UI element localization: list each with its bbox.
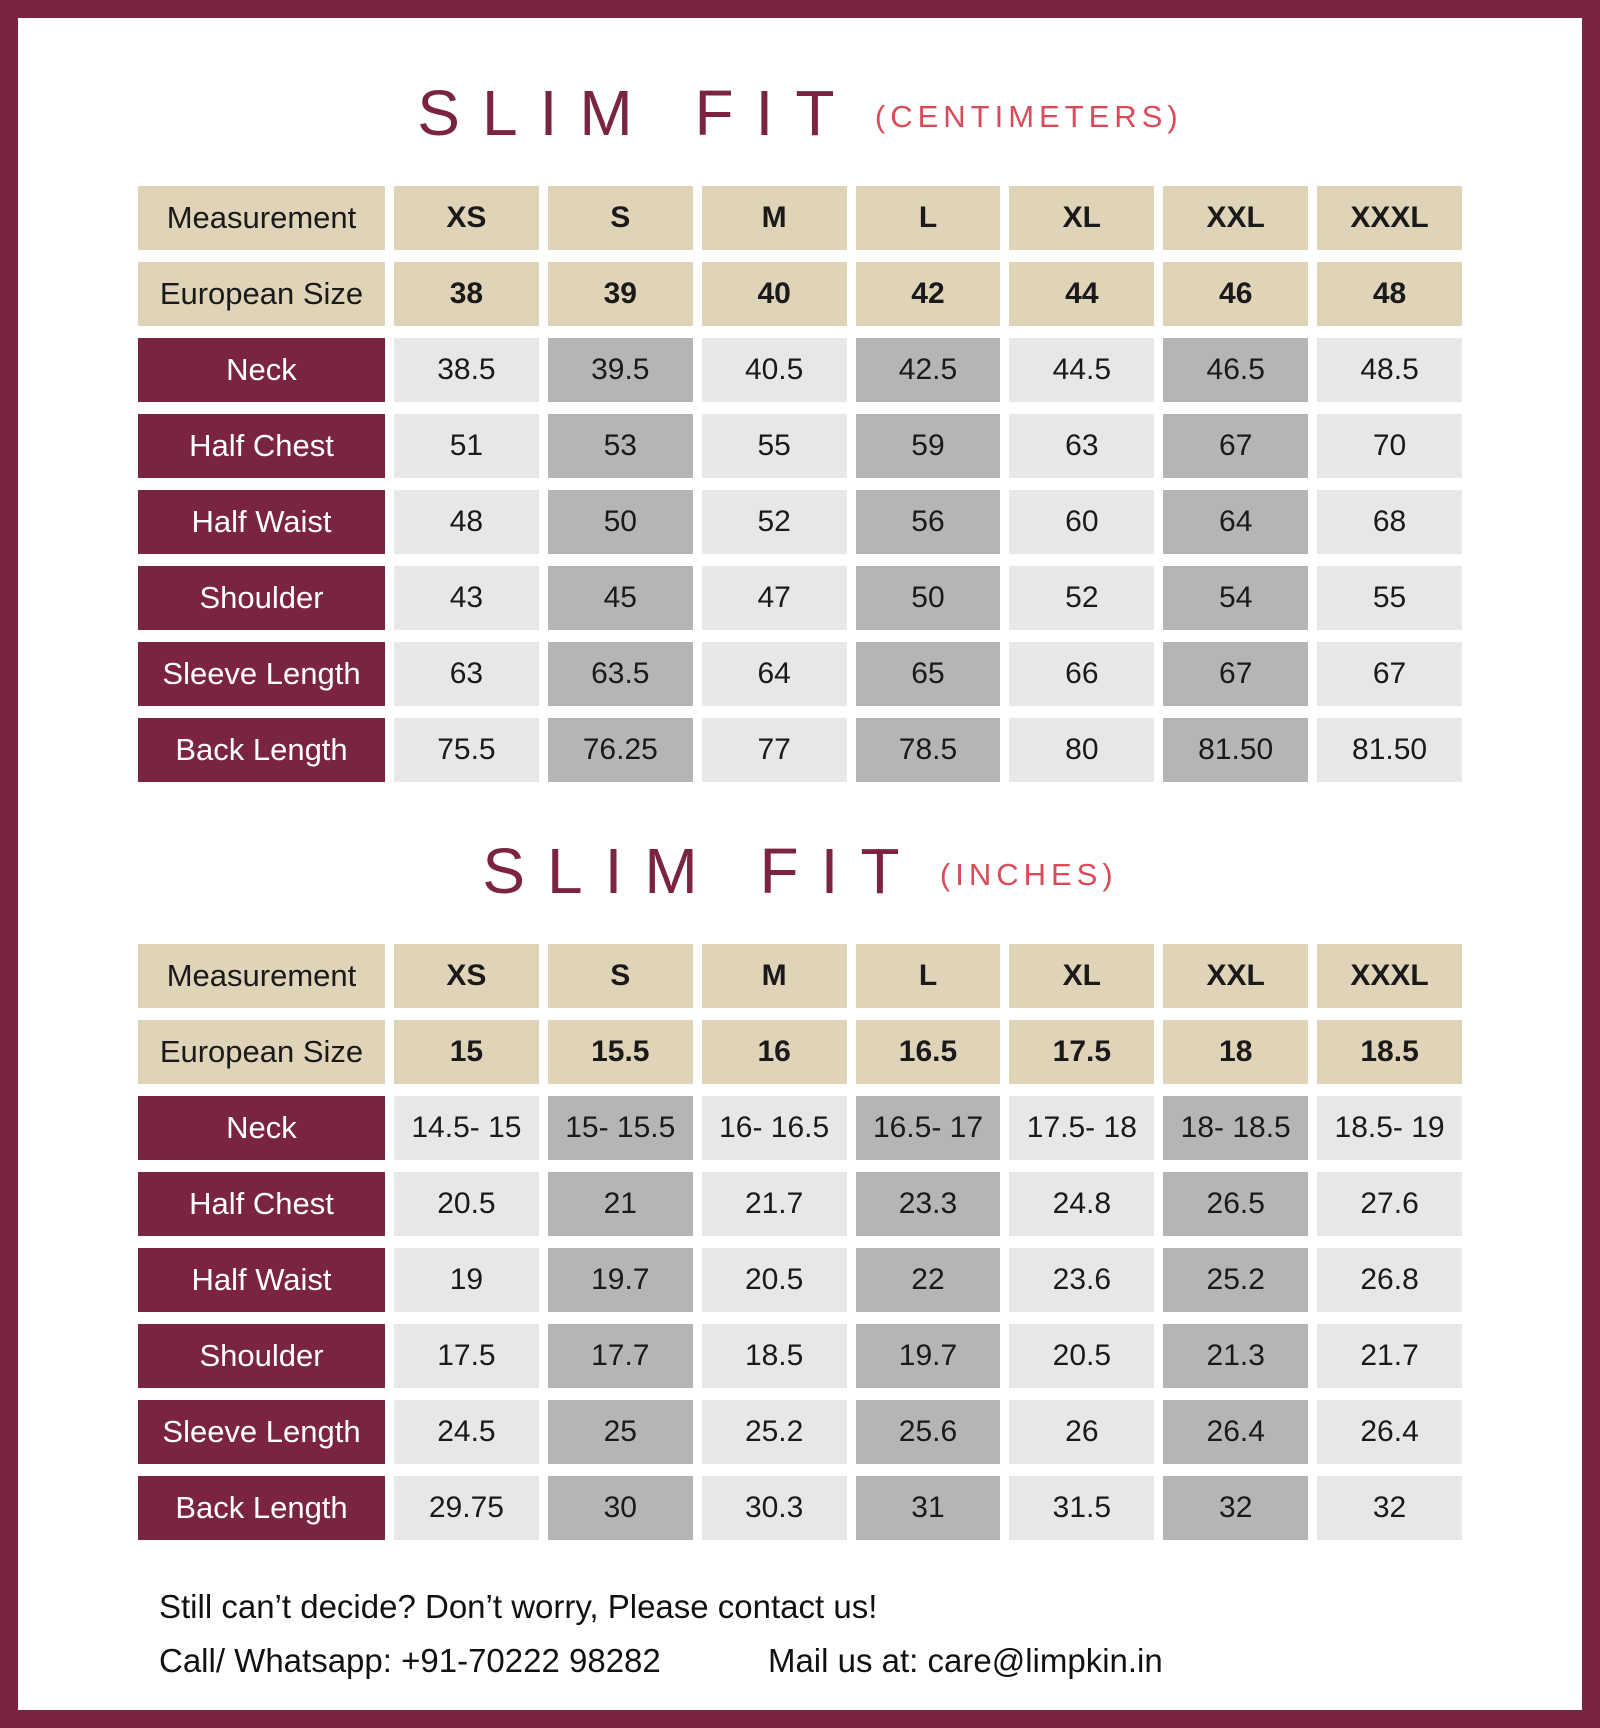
measurement-value-cell: 26 — [1009, 1400, 1154, 1464]
european-size-label-cell: European Size — [138, 262, 385, 326]
european-size-value-cell: 39 — [548, 262, 693, 326]
row-label-shoulder: Shoulder — [138, 566, 385, 630]
size-header-cell-xl: XL — [1009, 944, 1154, 1008]
size-header-cell-xxl: XXL — [1163, 186, 1308, 250]
measurement-value-cell: 51 — [394, 414, 539, 478]
measurement-value-cell: 26.4 — [1163, 1400, 1308, 1464]
european-size-value-cell: 16 — [702, 1020, 847, 1084]
size-header-cell-xxxl: XXXL — [1317, 944, 1462, 1008]
measurement-value-cell: 59 — [856, 414, 1001, 478]
measurement-header-cell: Measurement — [138, 944, 385, 1008]
title-slim-fit-cm: SLIM FIT — [417, 77, 857, 149]
measurement-value-cell: 63 — [394, 642, 539, 706]
size-header-cell-xs: XS — [394, 944, 539, 1008]
measurement-value-cell: 45 — [548, 566, 693, 630]
measurement-value-cell: 31.5 — [1009, 1476, 1154, 1540]
measurement-value-cell: 75.5 — [394, 718, 539, 782]
row-label-neck: Neck — [138, 338, 385, 402]
measurement-value-cell: 20.5 — [702, 1248, 847, 1312]
row-label-shoulder: Shoulder — [138, 1324, 385, 1388]
measurement-value-cell: 53 — [548, 414, 693, 478]
measurement-value-cell: 67 — [1163, 642, 1308, 706]
measurement-value-cell: 44.5 — [1009, 338, 1154, 402]
size-header-cell-s: S — [548, 944, 693, 1008]
measurement-value-cell: 76.25 — [548, 718, 693, 782]
measurement-value-cell: 70 — [1317, 414, 1462, 478]
measurement-value-cell: 48.5 — [1317, 338, 1462, 402]
measurement-value-cell: 19 — [394, 1248, 539, 1312]
measurement-value-cell: 21.7 — [1317, 1324, 1462, 1388]
footer-mail: Mail us at: care@limpkin.in — [767, 1642, 1163, 1679]
measurement-value-cell: 63 — [1009, 414, 1154, 478]
measurement-value-cell: 15- 15.5 — [548, 1096, 693, 1160]
measurement-value-cell: 55 — [1317, 566, 1462, 630]
footer-contact-details — [159, 1642, 1582, 1680]
measurement-value-cell: 29.75 — [394, 1476, 539, 1540]
measurement-value-cell: 77 — [702, 718, 847, 782]
european-size-value-cell: 42 — [856, 262, 1001, 326]
row-label-half-waist: Half Waist — [138, 490, 385, 554]
measurement-value-cell: 48 — [394, 490, 539, 554]
measurement-value-cell: 52 — [1009, 566, 1154, 630]
measurement-value-cell: 27.6 — [1317, 1172, 1462, 1236]
measurement-value-cell: 26.4 — [1317, 1400, 1462, 1464]
european-size-value-cell: 44 — [1009, 262, 1154, 326]
measurement-value-cell: 32 — [1317, 1476, 1462, 1540]
european-size-value-cell: 17.5 — [1009, 1020, 1154, 1084]
european-size-value-cell: 40 — [702, 262, 847, 326]
row-label-sleeve-length: Sleeve Length — [138, 1400, 385, 1464]
size-header-cell-xxxl: XXXL — [1317, 186, 1462, 250]
european-size-value-cell: 46 — [1163, 262, 1308, 326]
size-header-cell-l: L — [856, 186, 1001, 250]
european-size-value-cell: 48 — [1317, 262, 1462, 326]
measurement-value-cell: 25.6 — [856, 1400, 1001, 1464]
measurement-value-cell: 30 — [548, 1476, 693, 1540]
table-title-centimeters — [18, 76, 1582, 150]
title-unit-centimeters: (CENTIMETERS) — [874, 99, 1183, 134]
measurement-value-cell: 23.6 — [1009, 1248, 1154, 1312]
measurement-value-cell: 22 — [856, 1248, 1001, 1312]
european-size-label-cell: European Size — [138, 1020, 385, 1084]
measurement-value-cell: 67 — [1163, 414, 1308, 478]
size-table-inches — [138, 944, 1462, 1540]
measurement-value-cell: 80 — [1009, 718, 1154, 782]
measurement-value-cell: 17.5- 18 — [1009, 1096, 1154, 1160]
row-label-half-chest: Half Chest — [138, 414, 385, 478]
row-label-half-waist: Half Waist — [138, 1248, 385, 1312]
size-header-cell-l: L — [856, 944, 1001, 1008]
measurement-value-cell: 24.8 — [1009, 1172, 1154, 1236]
measurement-value-cell: 39.5 — [548, 338, 693, 402]
measurement-header-cell: Measurement — [138, 186, 385, 250]
row-label-sleeve-length: Sleeve Length — [138, 642, 385, 706]
measurement-value-cell: 78.5 — [856, 718, 1001, 782]
measurement-value-cell: 20.5 — [394, 1172, 539, 1236]
measurement-value-cell: 81.50 — [1317, 718, 1462, 782]
table-title-inches — [18, 834, 1582, 908]
measurement-value-cell: 21.7 — [702, 1172, 847, 1236]
row-label-back-length: Back Length — [138, 1476, 385, 1540]
measurement-value-cell: 47 — [702, 566, 847, 630]
measurement-value-cell: 56 — [856, 490, 1001, 554]
measurement-value-cell: 40.5 — [702, 338, 847, 402]
measurement-value-cell: 19.7 — [856, 1324, 1001, 1388]
measurement-value-cell: 16.5- 17 — [856, 1096, 1001, 1160]
european-size-value-cell: 15 — [394, 1020, 539, 1084]
european-size-value-cell: 15.5 — [548, 1020, 693, 1084]
measurement-value-cell: 26.8 — [1317, 1248, 1462, 1312]
title-unit-inches: (INCHES) — [939, 857, 1118, 892]
footer-contact-message: Still can’t decide? Don’t worry, Please contact us! — [159, 1588, 878, 1625]
measurement-value-cell: 31 — [856, 1476, 1001, 1540]
european-size-value-cell: 18.5 — [1317, 1020, 1462, 1084]
measurement-value-cell: 42.5 — [856, 338, 1001, 402]
measurement-value-cell: 64 — [702, 642, 847, 706]
size-header-cell-xl: XL — [1009, 186, 1154, 250]
measurement-value-cell: 60 — [1009, 490, 1154, 554]
measurement-value-cell: 19.7 — [548, 1248, 693, 1312]
measurement-value-cell: 14.5- 15 — [394, 1096, 539, 1160]
size-table-centimeters — [138, 186, 1462, 782]
measurement-value-cell: 52 — [702, 490, 847, 554]
measurement-value-cell: 66 — [1009, 642, 1154, 706]
measurement-value-cell: 43 — [394, 566, 539, 630]
row-label-back-length: Back Length — [138, 718, 385, 782]
measurement-value-cell: 16- 16.5 — [702, 1096, 847, 1160]
measurement-value-cell: 20.5 — [1009, 1324, 1154, 1388]
size-header-cell-xs: XS — [394, 186, 539, 250]
measurement-value-cell: 26.5 — [1163, 1172, 1308, 1236]
measurement-value-cell: 21 — [548, 1172, 693, 1236]
measurement-value-cell: 50 — [856, 566, 1001, 630]
measurement-value-cell: 54 — [1163, 566, 1308, 630]
measurement-value-cell: 64 — [1163, 490, 1308, 554]
european-size-value-cell: 18 — [1163, 1020, 1308, 1084]
measurement-value-cell: 21.3 — [1163, 1324, 1308, 1388]
measurement-value-cell: 68 — [1317, 490, 1462, 554]
measurement-value-cell: 38.5 — [394, 338, 539, 402]
measurement-value-cell: 25 — [548, 1400, 693, 1464]
measurement-value-cell: 30.3 — [702, 1476, 847, 1540]
european-size-value-cell: 16.5 — [856, 1020, 1001, 1084]
measurement-value-cell: 63.5 — [548, 642, 693, 706]
measurement-value-cell: 25.2 — [702, 1400, 847, 1464]
measurement-value-cell: 17.7 — [548, 1324, 693, 1388]
row-label-half-chest: Half Chest — [138, 1172, 385, 1236]
size-header-cell-s: S — [548, 186, 693, 250]
measurement-value-cell: 25.2 — [1163, 1248, 1308, 1312]
footer-contact — [159, 1588, 1582, 1680]
measurement-value-cell: 55 — [702, 414, 847, 478]
measurement-value-cell: 18- 18.5 — [1163, 1096, 1308, 1160]
european-size-value-cell: 38 — [394, 262, 539, 326]
measurement-value-cell: 50 — [548, 490, 693, 554]
measurement-value-cell: 32 — [1163, 1476, 1308, 1540]
measurement-value-cell: 81.50 — [1163, 718, 1308, 782]
measurement-value-cell: 65 — [856, 642, 1001, 706]
measurement-value-cell: 67 — [1317, 642, 1462, 706]
measurement-value-cell: 18.5- 19 — [1317, 1096, 1462, 1160]
measurement-value-cell: 24.5 — [394, 1400, 539, 1464]
size-header-cell-xxl: XXL — [1163, 944, 1308, 1008]
size-header-cell-m: M — [702, 186, 847, 250]
measurement-value-cell: 17.5 — [394, 1324, 539, 1388]
measurement-value-cell: 46.5 — [1163, 338, 1308, 402]
row-label-neck: Neck — [138, 1096, 385, 1160]
title-slim-fit-inches: SLIM FIT — [482, 835, 922, 907]
measurement-value-cell: 18.5 — [702, 1324, 847, 1388]
measurement-value-cell: 23.3 — [856, 1172, 1001, 1236]
size-header-cell-m: M — [702, 944, 847, 1008]
footer-call-whatsapp: Call/ Whatsapp: +91-70222 98282 — [159, 1642, 661, 1679]
